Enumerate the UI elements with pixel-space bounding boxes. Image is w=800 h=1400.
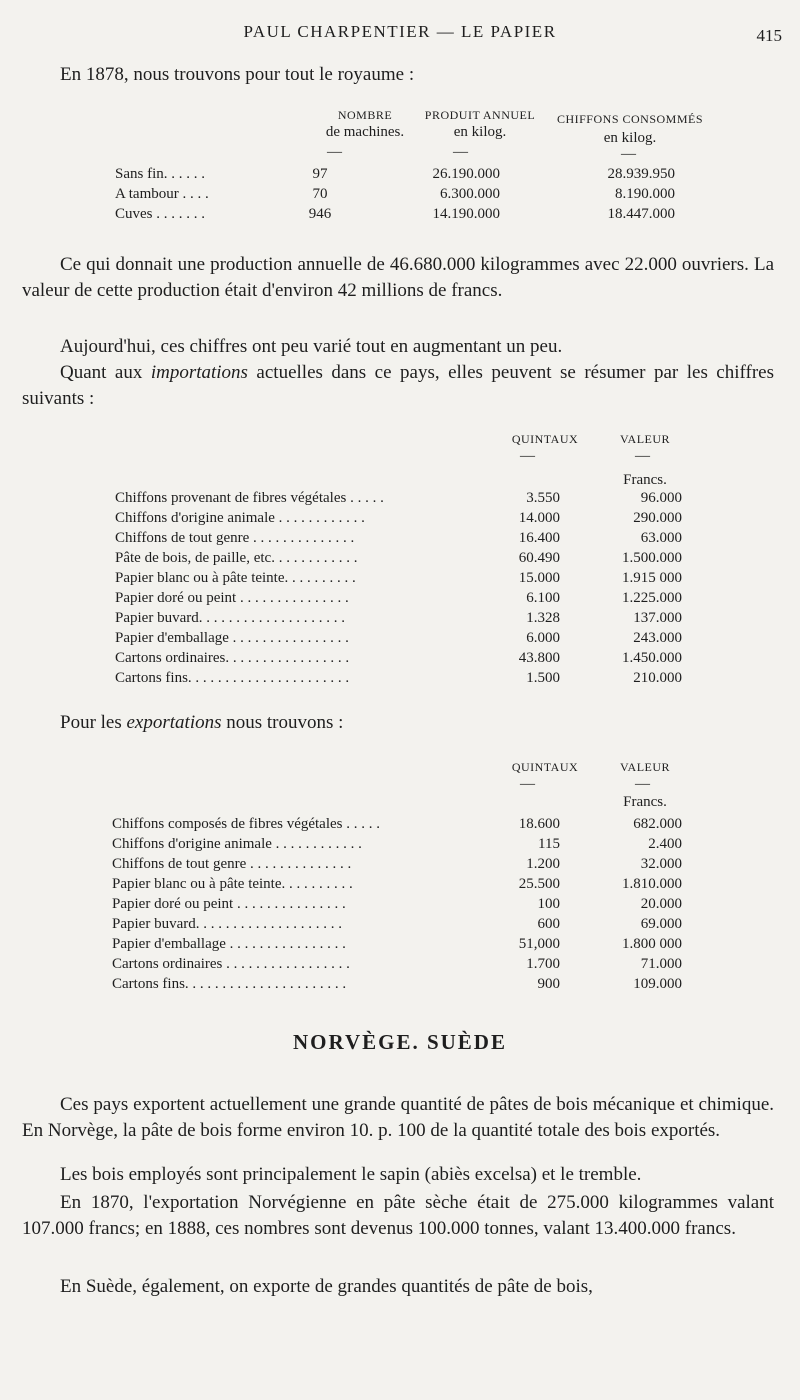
para-imports-text-rest: actuelles dans ce pays, elles peuvent se résumer par les chiffres suivants :: [22, 362, 774, 409]
table-row: [112, 894, 712, 914]
table-row: [115, 164, 715, 184]
row-label: Cartons ordinaires . . . . . . . . . . . . . . . . .: [112, 956, 350, 972]
table-row: [112, 814, 712, 834]
dash: —: [635, 776, 650, 792]
cell-valeur: 69.000: [640, 916, 682, 932]
page-number: 415: [756, 26, 782, 45]
dash: —: [453, 144, 468, 160]
dash: —: [520, 448, 535, 464]
unit-francs: Francs.: [623, 794, 667, 810]
row-label: Chiffons de tout genre . . . . . . . . . . . . . .: [112, 856, 352, 872]
imports-table: [115, 428, 715, 693]
para-exports: [22, 710, 774, 736]
row-label: Chiffons d'origine animale . . . . . . . . . . . .: [112, 836, 362, 852]
cell-produit: 14.190.000: [432, 206, 500, 222]
row-label: Chiffons d'origine animale . . . . . . . . . . . .: [115, 510, 365, 526]
para-imports-text: Quant aux: [60, 362, 151, 383]
para-norway-2: Les bois employés sont principalement le sapin (abiès excelsa) et le tremble.: [60, 1164, 642, 1185]
cell-produit: 26.190.000: [432, 166, 500, 182]
row-label: Papier doré ou peint . . . . . . . . . . . . . . .: [112, 896, 346, 912]
para-norway-3: En 1870, l'exportation Norvégienne en pâte sèche était de 275.000 kilogrammes valant 107.000 francs; en 1888, ces nombres sont devenus 100.000 tonnes, valant 13.400.000 francs.: [22, 1192, 774, 1239]
table-row: [115, 488, 715, 508]
row-label: Cartons fins. . . . . . . . . . . . . . . . . . . . . .: [115, 670, 350, 686]
para-production: Ce qui donnait une production annuelle de 46.680.000 kilogrammes avec 22.000 ouvriers. La valeur de cette production était d'environ 42 millions de francs.: [22, 254, 774, 301]
row-label: Pâte de bois, de paille, etc. . . . . . . . . . . .: [115, 550, 358, 566]
cell-valeur: 20.000: [640, 896, 682, 912]
cell-quintaux: 115: [538, 836, 560, 852]
cell-valeur: 1.500.000: [622, 550, 682, 566]
table-row: [112, 974, 712, 994]
row-label: Cuves . . . . . . .: [115, 206, 205, 222]
cell-quintaux: 16.400: [518, 530, 560, 546]
cell-quintaux: 100: [537, 896, 560, 912]
table-row: [112, 954, 712, 974]
cell-valeur: 290.000: [633, 510, 682, 526]
table-row: [115, 588, 715, 608]
para-imports-emphasis: importations: [150, 362, 248, 383]
cell-chiffons: 8.190.000: [615, 186, 675, 202]
table-row: [112, 874, 712, 894]
row-label: Chiffons de tout genre . . . . . . . . . . . . . .: [115, 530, 355, 546]
cell-valeur: 682.000: [633, 816, 682, 832]
table-1878: [115, 108, 715, 228]
cell-machines: 70: [312, 186, 328, 202]
dash: —: [621, 146, 636, 162]
cell-machines: 946: [308, 206, 332, 222]
row-label: Cartons ordinaires. . . . . . . . . . . . . . . . .: [115, 650, 350, 666]
para-exports-emphasis: exportations: [126, 712, 222, 733]
exports-table: [112, 756, 712, 996]
table-row: [115, 184, 715, 204]
row-label: Cartons fins. . . . . . . . . . . . . . . . . . . . . .: [112, 976, 347, 992]
cell-quintaux: 600: [537, 916, 560, 932]
cell-quintaux: 18.600: [518, 816, 560, 832]
col-header-chiffons-sub: en kilog.: [603, 130, 657, 146]
cell-quintaux: 1.500: [526, 670, 560, 686]
cell-valeur: 63.000: [640, 530, 682, 546]
cell-quintaux: 60.490: [518, 550, 560, 566]
row-label: Papier blanc ou à pâte teinte. . . . . . . . . .: [115, 570, 356, 586]
table-row: [115, 668, 715, 688]
cell-valeur: 2.400: [648, 836, 682, 852]
col-header-nombre: NOMBRE: [337, 108, 393, 122]
cell-quintaux: 6.100: [526, 590, 560, 606]
table-row: [112, 934, 712, 954]
col-header-valeur: VALEUR: [619, 432, 671, 446]
row-label: Papier blanc ou à pâte teinte. . . . . . . . . .: [112, 876, 353, 892]
cell-valeur: 32.000: [640, 856, 682, 872]
intro-1878: En 1878, nous trouvons pour tout le royaume :: [60, 64, 415, 85]
running-head: PAUL CHARPENTIER — LE PAPIER: [243, 22, 557, 41]
row-label: Sans fin. . . . . .: [115, 166, 205, 182]
cell-quintaux: 900: [537, 976, 560, 992]
para-exports-text-rest: nous trouvons :: [221, 712, 344, 733]
table-row: [112, 854, 712, 874]
cell-produit: 6.300.000: [440, 186, 500, 202]
cell-quintaux: 1.700: [526, 956, 560, 972]
col-header-quintaux: QUINTAUX: [511, 432, 579, 446]
cell-machines: 97: [312, 166, 328, 182]
row-label: Chiffons provenant de fibres végétales . . . . .: [115, 490, 384, 506]
cell-quintaux: 1.328: [526, 610, 560, 626]
table-row: [112, 834, 712, 854]
para-sweden: En Suède, également, on exporte de grandes quantités de pâte de bois,: [60, 1276, 593, 1297]
para-norway-1: Ces pays exportent actuellement une grande quantité de pâtes de bois mécanique et chimique. En Norvège, la pâte de bois forme environ 10. p. 100 de la quantité totale des bois exportés.: [22, 1094, 774, 1141]
cell-quintaux: 3.550: [526, 490, 560, 506]
cell-quintaux: 25.500: [518, 876, 560, 892]
row-label: Chiffons composés de fibres végétales . . . . .: [112, 816, 381, 832]
cell-quintaux: 6.000: [526, 630, 560, 646]
cell-valeur: 210.000: [633, 670, 682, 686]
para-exports-text: Pour les: [60, 712, 127, 733]
cell-valeur: 1.810.000: [622, 876, 682, 892]
dash: —: [327, 144, 342, 160]
table-row: [115, 528, 715, 548]
cell-valeur: 1.800 000: [622, 936, 682, 952]
cell-valeur: 137.000: [633, 610, 682, 626]
table-row: [112, 914, 712, 934]
unit-francs: Francs.: [623, 472, 667, 488]
row-label: Papier d'emballage . . . . . . . . . . . . . . . .: [112, 936, 346, 952]
col-header-produit: PRODUIT ANNUEL: [424, 108, 536, 122]
table-row: [115, 608, 715, 628]
para-today: Aujourd'hui, ces chiffres ont peu varié tout en augmentant un peu.: [60, 336, 563, 357]
table-row: [115, 508, 715, 528]
cell-valeur: 243.000: [633, 630, 682, 646]
row-label: A tambour . . . .: [115, 186, 209, 202]
cell-valeur: 71.000: [640, 956, 682, 972]
cell-quintaux: 1.200: [526, 856, 560, 872]
cell-quintaux: 15.000: [518, 570, 560, 586]
table-row: [115, 548, 715, 568]
col-header-chiffons: CHIFFONS CONSOMMÉS: [556, 112, 704, 126]
para-imports: [22, 360, 774, 412]
row-label: Papier doré ou peint . . . . . . . . . . . . . . .: [115, 590, 349, 606]
cell-valeur: 109.000: [633, 976, 682, 992]
cell-valeur: 1.915 000: [622, 570, 682, 586]
table-row: [115, 648, 715, 668]
table-row: [115, 204, 715, 224]
dash: —: [635, 448, 650, 464]
col-header-nombre-sub: de machines.: [325, 124, 405, 140]
section-title: NORVÈGE. SUÈDE: [293, 1030, 507, 1054]
cell-chiffons: 18.447.000: [607, 206, 675, 222]
dash: —: [520, 776, 535, 792]
col-header-produit-sub: en kilog.: [453, 124, 507, 140]
col-header-quintaux: QUINTAUX: [511, 760, 579, 774]
table-row: [115, 628, 715, 648]
row-label: Papier buvard. . . . . . . . . . . . . . . . . . . .: [112, 916, 342, 932]
cell-quintaux: 14.000: [518, 510, 560, 526]
cell-quintaux: 43.800: [518, 650, 560, 666]
cell-valeur: 1.225.000: [622, 590, 682, 606]
row-label: Papier d'emballage . . . . . . . . . . . . . . . .: [115, 630, 349, 646]
cell-valeur: 96.000: [640, 490, 682, 506]
cell-chiffons: 28.939.950: [607, 166, 675, 182]
cell-valeur: 1.450.000: [622, 650, 682, 666]
cell-quintaux: 51,000: [518, 936, 560, 952]
col-header-valeur: VALEUR: [619, 760, 671, 774]
table-row: [115, 568, 715, 588]
row-label: Papier buvard. . . . . . . . . . . . . . . . . . . .: [115, 610, 345, 626]
